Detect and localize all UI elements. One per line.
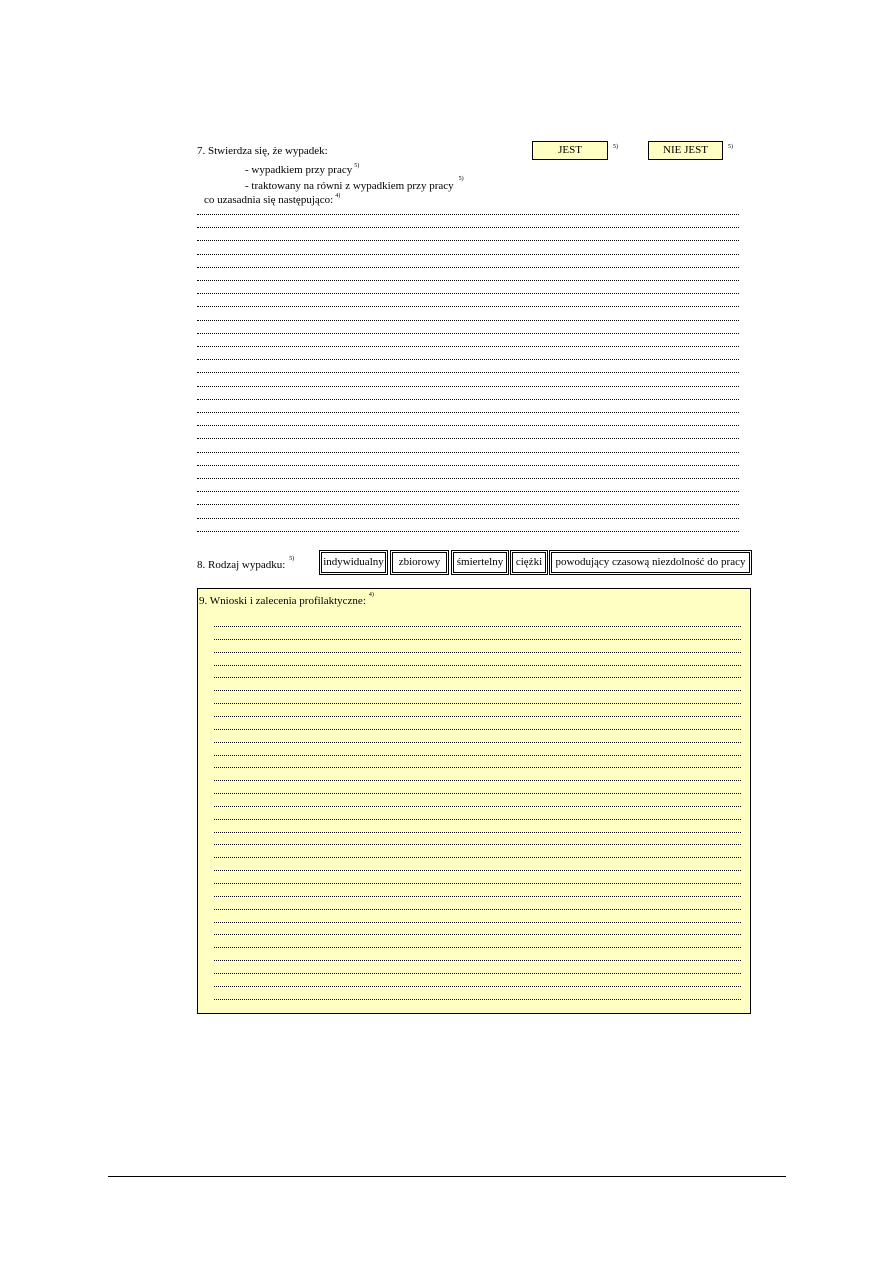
- section9-footnote: 4): [368, 592, 374, 598]
- jest-checkbox[interactable]: JEST: [532, 141, 608, 160]
- section9-dotted-line[interactable]: [214, 755, 741, 756]
- section9-dotted-line[interactable]: [214, 767, 741, 768]
- section9-dotted-line[interactable]: [214, 883, 741, 884]
- section9-dotted-line[interactable]: [214, 870, 741, 871]
- section8-heading-wrap: [197, 556, 295, 572]
- section7-dotted-line[interactable]: [197, 346, 739, 347]
- section9-dotted-line[interactable]: [214, 639, 741, 640]
- section9-heading: 9. Wnioski i zalecenia profilaktyczne:: [199, 595, 366, 607]
- section9-dotted-line[interactable]: [214, 999, 741, 1000]
- section9-dotted-line[interactable]: [214, 806, 741, 807]
- accident-type-individual[interactable]: indywidualny: [321, 552, 386, 573]
- section7-dotted-line[interactable]: [197, 306, 739, 307]
- section7-dotted-line[interactable]: [197, 438, 739, 439]
- section7-dotted-line[interactable]: [197, 491, 739, 492]
- option-equal-accident: [245, 176, 464, 193]
- section9-dotted-line[interactable]: [214, 742, 741, 743]
- section7-dotted-line[interactable]: [197, 478, 739, 479]
- section7-dotted-line[interactable]: [197, 518, 739, 519]
- option-work-footnote: 5): [354, 163, 360, 169]
- section9-dotted-line[interactable]: [214, 832, 741, 833]
- section7-dotted-line[interactable]: [197, 333, 739, 334]
- section9-dotted-line[interactable]: [214, 652, 741, 653]
- section7-dotted-line[interactable]: [197, 412, 739, 413]
- section7-dotted-line[interactable]: [197, 359, 739, 360]
- section9-dotted-line[interactable]: [214, 665, 741, 666]
- section7-dotted-line[interactable]: [197, 227, 739, 228]
- option-equal-accident-label: - traktowany na równi z wypadkiem przy pracy: [245, 180, 454, 192]
- section9-dotted-line[interactable]: [214, 934, 741, 935]
- section9-dotted-line[interactable]: [214, 793, 741, 794]
- section9-dotted-line[interactable]: [214, 703, 741, 704]
- accident-type-fatal[interactable]: śmiertelny: [453, 552, 507, 573]
- section9-dotted-line[interactable]: [214, 922, 741, 923]
- section7-dotted-line[interactable]: [197, 267, 739, 268]
- jest-footnote: 5): [613, 144, 618, 150]
- accident-type-serious[interactable]: ciężki: [512, 552, 546, 573]
- section7-dotted-line[interactable]: [197, 293, 739, 294]
- section7-dotted-line[interactable]: [197, 504, 739, 505]
- section7-dotted-line[interactable]: [197, 452, 739, 453]
- section9-dotted-line[interactable]: [214, 947, 741, 948]
- option-work-accident-label: - wypadkiem przy pracy: [245, 164, 353, 176]
- justification-text: co uzasadnia się następująco:: [204, 194, 334, 206]
- section7-dotted-line[interactable]: [197, 214, 739, 215]
- section7-dotted-line[interactable]: [197, 399, 739, 400]
- section9-dotted-line[interactable]: [214, 909, 741, 910]
- accident-type-temporary-disability[interactable]: powodujący czasową niezdolność do pracy: [551, 552, 750, 573]
- section7-dotted-line[interactable]: [197, 280, 739, 281]
- nie-jest-checkbox[interactable]: NIE JEST: [648, 141, 723, 160]
- section9-heading-wrap: [199, 592, 374, 608]
- section9-dotted-line[interactable]: [214, 844, 741, 845]
- nie-jest-footnote: 5): [728, 144, 733, 150]
- section7-dotted-line[interactable]: [197, 240, 739, 241]
- section9-dotted-line[interactable]: [214, 896, 741, 897]
- footer-rule: [108, 1176, 786, 1177]
- section7-dotted-line[interactable]: [197, 372, 739, 373]
- justification-footnote: 4): [335, 193, 341, 199]
- section9-dotted-line[interactable]: [214, 690, 741, 691]
- section7-dotted-line[interactable]: [197, 465, 739, 466]
- section7-dotted-line[interactable]: [197, 531, 739, 532]
- section9-dotted-line[interactable]: [214, 780, 741, 781]
- section7-dotted-line[interactable]: [197, 425, 739, 426]
- section7-dotted-line[interactable]: [197, 254, 739, 255]
- section9-dotted-line[interactable]: [214, 716, 741, 717]
- section7-dotted-line[interactable]: [197, 386, 739, 387]
- section9-dotted-line[interactable]: [214, 960, 741, 961]
- section7-heading: 7. Stwierdza się, że wypadek:: [197, 145, 328, 157]
- option-work-accident: [245, 164, 359, 177]
- section9-dotted-line[interactable]: [214, 626, 741, 627]
- section8-heading: 8. Rodzaj wypadku:: [197, 559, 286, 571]
- section9-dotted-line[interactable]: [214, 819, 741, 820]
- section8-footnote: 5): [289, 556, 295, 562]
- section9-dotted-line[interactable]: [214, 857, 741, 858]
- section9-dotted-line[interactable]: [214, 729, 741, 730]
- section9-dotted-line[interactable]: [214, 986, 741, 987]
- section7-dotted-line[interactable]: [197, 320, 739, 321]
- option-equal-footnote: 5): [458, 176, 464, 182]
- accident-type-collective[interactable]: zbiorowy: [392, 552, 447, 573]
- section9-dotted-line[interactable]: [214, 677, 741, 678]
- justification-label: [204, 194, 340, 207]
- section9-dotted-line[interactable]: [214, 973, 741, 974]
